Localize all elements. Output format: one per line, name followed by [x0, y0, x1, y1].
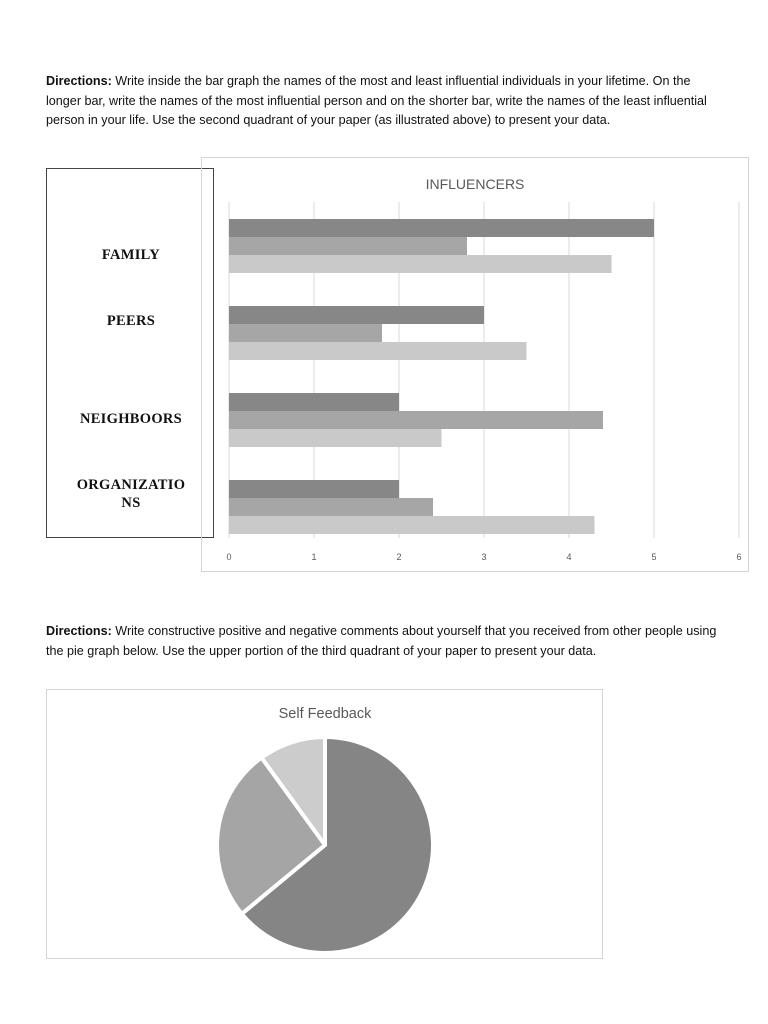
bar-organizations-3: [229, 516, 595, 534]
label-organizations: ORGANIZATIO NS: [76, 477, 186, 511]
directions-text: Write constructive positive and negative comments about yourself that you received from other people using the pie graph below. Use the upper portion of the third quadrant of your paper to present your data.: [46, 624, 717, 658]
x-tick-label: 3: [481, 552, 487, 562]
x-tick-label: 6: [736, 552, 742, 562]
x-tick-label: 2: [396, 552, 402, 562]
x-tick-label: 5: [651, 552, 657, 562]
chart-title: Self Feedback: [278, 706, 372, 722]
self-feedback-chart: [46, 689, 603, 959]
bar-neighboors-2: [229, 411, 603, 429]
influencers-bar-chart: [202, 158, 750, 573]
self-feedback-pie-chart: [47, 690, 604, 960]
bar-directions: [46, 72, 726, 131]
x-tick-label: 4: [566, 552, 572, 562]
pie-directions: [46, 622, 726, 661]
bar-organizations-2: [229, 498, 433, 516]
bar-family-3: [229, 255, 612, 273]
bar-peers-1: [229, 306, 484, 324]
bar-neighboors-1: [229, 393, 399, 411]
influencers-chart: [201, 157, 749, 572]
bar-peers-2: [229, 324, 382, 342]
bar-peers-3: [229, 342, 527, 360]
chart-title: INFLUENCERS: [425, 176, 525, 192]
directions-label: Directions:: [46, 624, 112, 638]
bar-family-1: [229, 219, 654, 237]
directions-text: Write inside the bar graph the names of the most and least influential individuals in your lifetime. On the longer bar, write the names of the most influential person and on the shorter bar, write the names of the least influential person in your life. Use the second quadrant of your paper (as illustrated above) to present your data.: [46, 74, 707, 128]
bar-family-2: [229, 237, 467, 255]
category-label-box: [46, 168, 214, 538]
x-tick-label: 1: [311, 552, 317, 562]
label-family: FAMILY: [101, 247, 161, 263]
x-tick-label: 0: [226, 552, 232, 562]
bar-organizations-1: [229, 480, 399, 498]
label-peers: PEERS: [106, 313, 156, 329]
directions-label: Directions:: [46, 74, 112, 88]
label-neighboors: NEIGHBOORS: [79, 411, 183, 427]
bar-neighboors-3: [229, 429, 442, 447]
